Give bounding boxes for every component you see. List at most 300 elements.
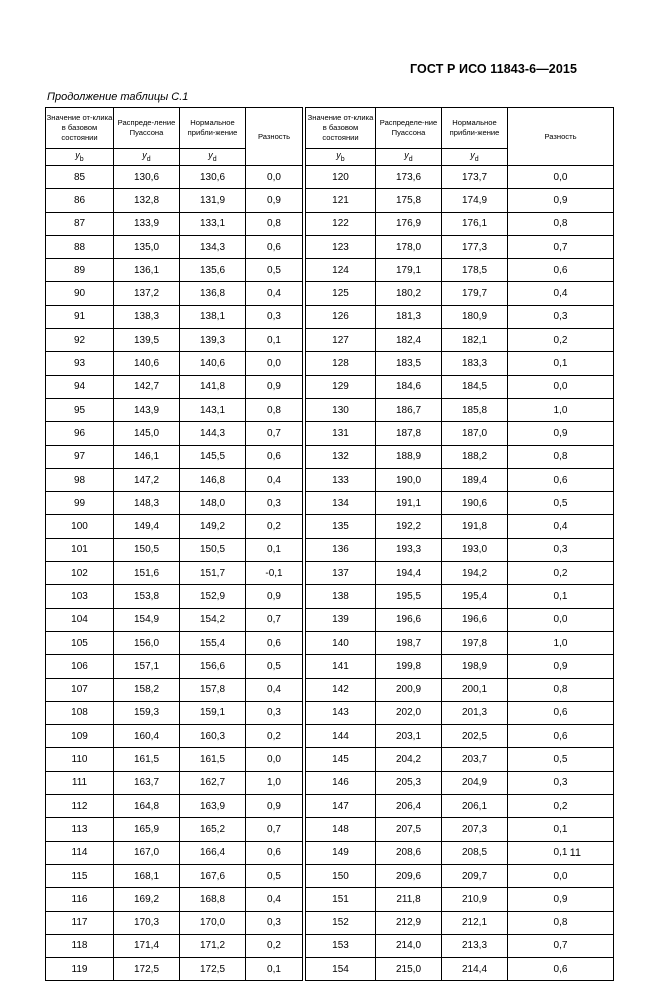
table-cell: 0,9 (246, 585, 303, 608)
table-cell: 193,0 (442, 538, 508, 561)
table-cell: 203,1 (376, 725, 442, 748)
table-cell: 0,4 (246, 468, 303, 491)
table-cell: 1,0 (508, 631, 614, 654)
table-cell: 113 (46, 818, 114, 841)
table-cell: 88 (46, 235, 114, 258)
table-cell: 125 (306, 282, 376, 305)
table-cell: 214,0 (376, 934, 442, 957)
table-cell: 198,9 (442, 655, 508, 678)
table-cell: 107 (46, 678, 114, 701)
table-cell: 172,5 (180, 958, 246, 981)
table-cell: 164,8 (114, 795, 180, 818)
table-cell: 0,3 (508, 538, 614, 561)
column-header: Разность (246, 108, 303, 166)
table-cell: 117 (46, 911, 114, 934)
table-cell: 0,6 (246, 841, 303, 864)
table-cell: 108 (46, 701, 114, 724)
table-cell: 149 (306, 841, 376, 864)
table-row (46, 166, 614, 189)
table-row (46, 701, 614, 724)
table-cell: 152 (306, 911, 376, 934)
table-cell: 140,6 (180, 352, 246, 375)
table-row (46, 492, 614, 515)
table-row (46, 725, 614, 748)
table-cell: 187,0 (442, 422, 508, 445)
table-cell: 95 (46, 398, 114, 421)
symbol-subscript: d (212, 155, 217, 163)
table-cell: 163,7 (114, 771, 180, 794)
table-cell: 86 (46, 189, 114, 212)
table-cell: 0,1 (246, 958, 303, 981)
table-row (46, 538, 614, 561)
table-cell: 141,8 (180, 375, 246, 398)
table-cell: 160,4 (114, 725, 180, 748)
table-row (46, 818, 614, 841)
table-cell: 190,6 (442, 492, 508, 515)
table-cell: 135,0 (114, 235, 180, 258)
table-cell: 0,7 (246, 422, 303, 445)
table-cell: 102 (46, 562, 114, 585)
table-cell: 136,1 (114, 259, 180, 282)
table-cell: 1,0 (508, 398, 614, 421)
table-cell: 0,4 (508, 282, 614, 305)
column-header: Нормальное прибли-жение (180, 108, 246, 149)
table-cell: 184,5 (442, 375, 508, 398)
table-cell: 121 (306, 189, 376, 212)
table-cell: 0,2 (246, 934, 303, 957)
table-cell: 192,2 (376, 515, 442, 538)
table-cell: 186,7 (376, 398, 442, 421)
table-cell: 103 (46, 585, 114, 608)
table-cell: 147,2 (114, 468, 180, 491)
table-cell: 0,9 (508, 655, 614, 678)
table-row (46, 934, 614, 957)
table-cell: 0,8 (246, 212, 303, 235)
table-cell: 0,5 (246, 655, 303, 678)
table-cell: 123 (306, 235, 376, 258)
table-cell: 0,9 (508, 422, 614, 445)
table-row (46, 771, 614, 794)
table-cell: 132,8 (114, 189, 180, 212)
table-cell: 184,6 (376, 375, 442, 398)
table-cell: 195,5 (376, 585, 442, 608)
table-cell: 156,0 (114, 631, 180, 654)
table-cell: 214,4 (442, 958, 508, 981)
table-cell: 168,8 (180, 888, 246, 911)
table-cell: 144 (306, 725, 376, 748)
table-cell: 161,5 (180, 748, 246, 771)
table-cell: 202,0 (376, 701, 442, 724)
table-cell: 0,3 (246, 305, 303, 328)
table-cell: 143,1 (180, 398, 246, 421)
table-row (46, 864, 614, 887)
table-cell: 160,3 (180, 725, 246, 748)
page-number: 11 (569, 847, 581, 859)
table-cell: 183,3 (442, 352, 508, 375)
table-cell: 124 (306, 259, 376, 282)
document-code: ГОСТ Р ИСО 11843-6—2015 (410, 62, 577, 76)
table-cell: 187,8 (376, 422, 442, 445)
table-cell: 157,8 (180, 678, 246, 701)
table-cell: 0,3 (246, 492, 303, 515)
table-cell: 208,6 (376, 841, 442, 864)
table-cell: 0,2 (508, 795, 614, 818)
table-cell: 149,4 (114, 515, 180, 538)
table-cell: 149,2 (180, 515, 246, 538)
table-cell: 165,2 (180, 818, 246, 841)
table-cell: 131 (306, 422, 376, 445)
table-cell: 97 (46, 445, 114, 468)
table-cell: 180,9 (442, 305, 508, 328)
table-cell: 128 (306, 352, 376, 375)
table-row (46, 398, 614, 421)
table-row (46, 888, 614, 911)
table-cell: 139 (306, 608, 376, 631)
table-row (46, 375, 614, 398)
table-cell: 0,0 (246, 352, 303, 375)
table-cell: 157,1 (114, 655, 180, 678)
table-cell: 0,3 (508, 771, 614, 794)
table-cell: 198,7 (376, 631, 442, 654)
table-cell: 0,2 (508, 562, 614, 585)
table-cell: 145 (306, 748, 376, 771)
table-cell: 122 (306, 212, 376, 235)
table-row (46, 585, 614, 608)
table-cell: 191,8 (442, 515, 508, 538)
table-cell: 0,7 (246, 608, 303, 631)
table-cell: 0,3 (246, 911, 303, 934)
table-cell: 135 (306, 515, 376, 538)
table-cell: 188,9 (376, 445, 442, 468)
table-cell: 208,5 (442, 841, 508, 864)
table-cell: 0,6 (508, 701, 614, 724)
table-cell: -0,1 (246, 562, 303, 585)
table-cell: 115 (46, 864, 114, 887)
table-cell: 104 (46, 608, 114, 631)
column-header: Распреде-ление Пуассона (114, 108, 180, 149)
table-cell: 203,7 (442, 748, 508, 771)
table-cell: 112 (46, 795, 114, 818)
table-row (46, 795, 614, 818)
table-cell: 171,2 (180, 934, 246, 957)
table-cell: 197,8 (442, 631, 508, 654)
table-cell: 0,6 (246, 631, 303, 654)
table-cell: 145,5 (180, 445, 246, 468)
table-cell: 94 (46, 375, 114, 398)
table-cell: 139,3 (180, 329, 246, 352)
table-cell: 0,1 (246, 329, 303, 352)
table-cell: 140 (306, 631, 376, 654)
table-cell: 144,3 (180, 422, 246, 445)
table-cell: 182,4 (376, 329, 442, 352)
table-cell: 89 (46, 259, 114, 282)
table-cell: 0,7 (508, 934, 614, 957)
table-cell: 0,9 (508, 888, 614, 911)
table-cell: 196,6 (376, 608, 442, 631)
table-cell: 146 (306, 771, 376, 794)
table-cell: 111 (46, 771, 114, 794)
table-row (46, 329, 614, 352)
table-cell: 106 (46, 655, 114, 678)
table-cell: 215,0 (376, 958, 442, 981)
table-row (46, 748, 614, 771)
table-cell: 134 (306, 492, 376, 515)
table-cell: 141 (306, 655, 376, 678)
column-symbol (114, 149, 180, 166)
table-cell: 201,3 (442, 701, 508, 724)
table-row (46, 958, 614, 981)
table-cell: 105 (46, 631, 114, 654)
table-row (46, 562, 614, 585)
table-cell: 151,6 (114, 562, 180, 585)
table-cell: 165,9 (114, 818, 180, 841)
table-cell: 147 (306, 795, 376, 818)
table-cell: 0,9 (246, 189, 303, 212)
table-cell: 0,4 (246, 678, 303, 701)
symbol-base: y (336, 149, 341, 160)
table-cell: 0,2 (508, 329, 614, 352)
poisson-table (45, 107, 614, 981)
table-cell: 204,2 (376, 748, 442, 771)
table-cell: 0,5 (508, 492, 614, 515)
table-row (46, 305, 614, 328)
table-cell: 139,5 (114, 329, 180, 352)
table-cell: 114 (46, 841, 114, 864)
table-cell: 148,0 (180, 492, 246, 515)
table-cell: 207,5 (376, 818, 442, 841)
table-cell: 206,1 (442, 795, 508, 818)
table-cell: 99 (46, 492, 114, 515)
table-cell: 137,2 (114, 282, 180, 305)
table-row (46, 282, 614, 305)
table-cell: 154 (306, 958, 376, 981)
table-cell: 0,9 (508, 189, 614, 212)
column-symbol (442, 149, 508, 166)
table-cell: 0,6 (508, 958, 614, 981)
table-cell: 0,1 (508, 841, 614, 864)
table-cell: 178,5 (442, 259, 508, 282)
table-cell: 162,7 (180, 771, 246, 794)
table-row (46, 515, 614, 538)
table-cell: 0,6 (246, 445, 303, 468)
table-cell: 195,4 (442, 585, 508, 608)
symbol-subscript: b (79, 155, 84, 163)
table-cell: 150,5 (180, 538, 246, 561)
column-header: Разность (508, 108, 614, 166)
table-cell: 179,1 (376, 259, 442, 282)
table-cell: 142,7 (114, 375, 180, 398)
column-symbol (306, 149, 376, 166)
table-row (46, 212, 614, 235)
table-row (46, 655, 614, 678)
table-cell: 175,8 (376, 189, 442, 212)
table-row (46, 631, 614, 654)
table-cell: 155,4 (180, 631, 246, 654)
table-cell: 210,9 (442, 888, 508, 911)
table-cell: 156,6 (180, 655, 246, 678)
table-cell: 109 (46, 725, 114, 748)
table-cell: 136 (306, 538, 376, 561)
table-cell: 126 (306, 305, 376, 328)
table-cell: 143 (306, 701, 376, 724)
table-cell: 0,9 (246, 795, 303, 818)
column-header: Распределе-ние Пуассона (376, 108, 442, 149)
table-cell: 90 (46, 282, 114, 305)
symbol-base: y (142, 149, 147, 160)
table-cell: 138,1 (180, 305, 246, 328)
table-cell: 177,3 (442, 235, 508, 258)
table-cell: 199,8 (376, 655, 442, 678)
table-cell: 130,6 (180, 166, 246, 189)
table-cell: 130 (306, 398, 376, 421)
table-cell: 0,8 (508, 212, 614, 235)
table-cell: 0,1 (508, 818, 614, 841)
table-cell: 92 (46, 329, 114, 352)
symbol-subscript: d (408, 155, 413, 163)
table-caption: Продолжение таблицы С.1 (47, 91, 189, 103)
table-cell: 190,0 (376, 468, 442, 491)
table-cell: 136,8 (180, 282, 246, 305)
table-cell: 172,5 (114, 958, 180, 981)
table-cell: 135,6 (180, 259, 246, 282)
table-cell: 110 (46, 748, 114, 771)
column-header: Значение от-клика в базовом состоянии (46, 108, 114, 149)
column-header: Значение от-клика в базовом состоянии (306, 108, 376, 149)
column-symbol (180, 149, 246, 166)
table-cell: 176,9 (376, 212, 442, 235)
table-cell: 154,2 (180, 608, 246, 631)
table-cell: 133,9 (114, 212, 180, 235)
table-cell: 150,5 (114, 538, 180, 561)
table-cell: 133 (306, 468, 376, 491)
table-cell: 133,1 (180, 212, 246, 235)
table-cell: 148 (306, 818, 376, 841)
table-cell: 0,3 (508, 305, 614, 328)
symbol-subscript: d (146, 155, 151, 163)
table-cell: 0,0 (508, 864, 614, 887)
table-cell: 143,9 (114, 398, 180, 421)
table-cell: 151,7 (180, 562, 246, 585)
table-cell: 0,4 (246, 282, 303, 305)
table-cell: 159,1 (180, 701, 246, 724)
table-cell: 170,3 (114, 911, 180, 934)
table-row (46, 189, 614, 212)
table-cell: 0,6 (508, 468, 614, 491)
column-symbol (376, 149, 442, 166)
table-cell: 127 (306, 329, 376, 352)
table-cell: 138,3 (114, 305, 180, 328)
table-cell: 209,7 (442, 864, 508, 887)
table-row (46, 911, 614, 934)
table-cell: 153 (306, 934, 376, 957)
table-cell: 212,1 (442, 911, 508, 934)
table-cell: 183,5 (376, 352, 442, 375)
table-cell: 0,1 (508, 352, 614, 375)
table-cell: 0,0 (508, 375, 614, 398)
table-cell: 146,1 (114, 445, 180, 468)
table-cell: 0,8 (246, 398, 303, 421)
table-cell: 116 (46, 888, 114, 911)
table-cell: 0,5 (508, 748, 614, 771)
table-cell: 152,9 (180, 585, 246, 608)
table-cell: 137 (306, 562, 376, 585)
table-cell: 200,1 (442, 678, 508, 701)
table-cell: 120 (306, 166, 376, 189)
table-cell: 159,3 (114, 701, 180, 724)
table-cell: 0,6 (508, 725, 614, 748)
table-cell: 93 (46, 352, 114, 375)
table-cell: 200,9 (376, 678, 442, 701)
table-cell: 85 (46, 166, 114, 189)
table-cell: 191,1 (376, 492, 442, 515)
table-cell: 185,8 (442, 398, 508, 421)
table-cell: 0,6 (508, 259, 614, 282)
table-cell: 204,9 (442, 771, 508, 794)
table-cell: 134,3 (180, 235, 246, 258)
table-cell: 206,4 (376, 795, 442, 818)
table-cell: 179,7 (442, 282, 508, 305)
table-row (46, 352, 614, 375)
table-cell: 212,9 (376, 911, 442, 934)
table-cell: 178,0 (376, 235, 442, 258)
table-cell: 176,1 (442, 212, 508, 235)
table-cell: 101 (46, 538, 114, 561)
symbol-base: y (470, 149, 475, 160)
symbol-subscript: b (340, 155, 345, 163)
table-cell: 202,5 (442, 725, 508, 748)
table-cell: 0,0 (246, 748, 303, 771)
table-cell: 182,1 (442, 329, 508, 352)
table-cell: 173,6 (376, 166, 442, 189)
table-row (46, 445, 614, 468)
symbol-base: y (75, 149, 80, 160)
table-cell: 119 (46, 958, 114, 981)
table-cell: 196,6 (442, 608, 508, 631)
table-cell: 0,1 (508, 585, 614, 608)
table-cell: 0,2 (246, 725, 303, 748)
table-cell: 169,2 (114, 888, 180, 911)
table-cell: 0,7 (508, 235, 614, 258)
table-cell: 158,2 (114, 678, 180, 701)
table-cell: 0,5 (246, 864, 303, 887)
table-cell: 0,8 (508, 678, 614, 701)
table-cell: 207,3 (442, 818, 508, 841)
table-cell: 0,9 (246, 375, 303, 398)
table-cell: 213,3 (442, 934, 508, 957)
table-cell: 0,4 (508, 515, 614, 538)
table-row (46, 841, 614, 864)
table-cell: 174,9 (442, 189, 508, 212)
symbol-subscript: d (474, 155, 479, 163)
table-cell: 0,3 (246, 701, 303, 724)
table-cell: 0,8 (508, 911, 614, 934)
table-cell: 140,6 (114, 352, 180, 375)
table-cell: 154,9 (114, 608, 180, 631)
table-cell: 1,0 (246, 771, 303, 794)
table-cell: 87 (46, 212, 114, 235)
table-cell: 146,8 (180, 468, 246, 491)
table-cell: 100 (46, 515, 114, 538)
table-cell: 129 (306, 375, 376, 398)
table-cell: 96 (46, 422, 114, 445)
table-cell: 0,0 (508, 166, 614, 189)
table-cell: 150 (306, 864, 376, 887)
table-cell: 142 (306, 678, 376, 701)
table-cell: 205,3 (376, 771, 442, 794)
table-cell: 0,1 (246, 538, 303, 561)
table-cell: 0,7 (246, 818, 303, 841)
table-cell: 211,8 (376, 888, 442, 911)
